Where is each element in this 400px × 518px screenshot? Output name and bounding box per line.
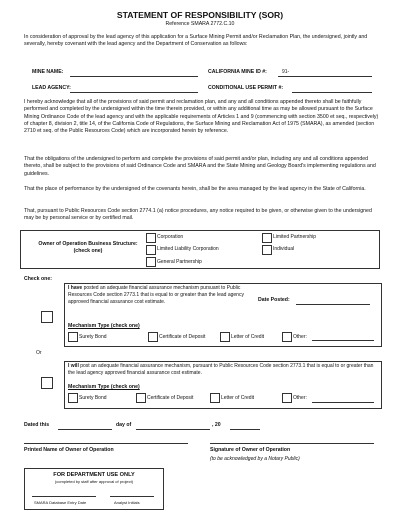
entry-date-field[interactable] [32, 496, 96, 497]
page-title: STATEMENT OF RESPONSIBILITY (SOR) [116, 10, 284, 20]
mine-name-field[interactable] [70, 76, 198, 77]
lead-agency-field[interactable] [70, 92, 198, 93]
intro-paragraph: In consideration of approval by the lead agency of this application for a Surface Mining Permit and/or Reclamation Plan, the undersigned, jointly and severally, hereby covenant with the lead agency and the Department of Conservation as follows: [24, 34, 368, 48]
or-label: Or [36, 350, 42, 356]
mine-id-field[interactable] [278, 76, 372, 77]
individual-label: Individual [273, 246, 295, 252]
option-have-posted-checkbox[interactable] [41, 311, 53, 323]
general-partnership-checkbox[interactable] [146, 257, 156, 267]
date-posted-field[interactable] [296, 304, 370, 305]
mine-id-prefix: 91- [282, 69, 290, 75]
acknowledgement-paragraph: I hereby acknowledge that all of the provisions of said permit and reclamation plan, and any and all conditions appended thereto shall be faithfully performed and completed by the undersigned within the time therein provided, or within any additional time as may be allowed pursuant to the Surface Mining Ordinance Code of the lead agency and with the applicable requirements of Articles 1 and 9 (commencing with section 3500 et seq., respectively) of chapter 8, division 2, title 14, of the California Code of Regulations, the Surface Mining and Reclamation Act of 1975 (SMARA), as amended (section 2710 et seq. of the Public Resources Code) which are incorporated herein by reference. [24, 99, 379, 135]
limited-partnership-checkbox[interactable] [262, 233, 272, 243]
other-field-2[interactable] [312, 402, 374, 403]
other-label-2: Other: [293, 395, 307, 401]
lead-agency-label: LEAD AGENCY: [32, 85, 71, 91]
dated-label: Dated this [24, 422, 50, 428]
mine-name-label: MINE NAME: [32, 69, 64, 75]
performance-paragraph: That the place of performance by the undersigned of the covenants herein, shall be the area managed by the lead agency in the State of California. [24, 186, 366, 192]
mechanism-type-label-2: Mechanism Type (check one) [68, 384, 140, 390]
year-prefix: , 20 [212, 422, 221, 428]
permit-field[interactable] [292, 92, 372, 93]
signature-label: Signature of Owner of Operation [210, 447, 291, 453]
check-one-label: Check one: [24, 276, 52, 282]
mine-id-label: CALIFORNIA MINE ID #: [208, 69, 267, 75]
letter-of-credit-checkbox-1[interactable] [220, 332, 230, 342]
year-field[interactable] [230, 429, 260, 430]
letter-of-credit-checkbox-2[interactable] [210, 393, 220, 403]
day-of-label: day of [116, 422, 132, 428]
mechanism-type-label-1: Mechanism Type (check one) [68, 323, 140, 329]
obligations-paragraph: That the obligations of the undersigned to perform and complete the provisions of said permit and/or plan, including any and all conditions appended thereto, shall be subject to the provisions of said Ordinance Code and SMARA and the State Mining and Geology Board's implementing regulations and guidelines. [24, 156, 376, 177]
month-field[interactable] [136, 429, 210, 430]
corporation-checkbox[interactable] [146, 233, 156, 243]
entry-date-label: SMARA Database Entry Date [34, 500, 87, 505]
other-label-1: Other: [293, 334, 307, 340]
printed-name-field[interactable] [24, 443, 188, 444]
department-use-title: FOR DEPARTMENT USE ONLY [53, 472, 135, 478]
letter-of-credit-label-1: Letter of Credit [231, 334, 265, 340]
other-checkbox-2[interactable] [282, 393, 292, 403]
llc-label: Limited Liability Corporation [157, 246, 219, 252]
reference-text: Reference SMARA 2772.C.10 [165, 21, 235, 27]
corporation-label: Corporation [157, 234, 184, 240]
individual-checkbox[interactable] [262, 245, 272, 255]
limited-partnership-label: Limited Partnership [273, 234, 317, 240]
letter-of-credit-label-2: Letter of Credit [221, 395, 255, 401]
surety-bond-checkbox-2[interactable] [68, 393, 78, 403]
analyst-initials-field[interactable] [110, 496, 154, 497]
option-will-post-checkbox[interactable] [41, 377, 53, 389]
notary-note: (to be acknowledged by a Notary Public) [210, 456, 300, 462]
option-will-post-text: I will post an adequate financial assurance mechanism, pursuant to Public Resources Code section 2773.1 that is equal to or greater than the lead agency approved financial assurance cost estimate. [68, 363, 374, 377]
llc-checkbox[interactable] [146, 245, 156, 255]
signature-field[interactable] [210, 443, 374, 444]
general-partnership-label: General Partnership [157, 259, 202, 265]
certificate-of-deposit-label-1: Certificate of Deposit [159, 334, 206, 340]
option-have-posted-text: I have posted an adequate financial assurance mechanism pursuant to Public Resources Code section 2773.1 that is equal to or greater than the lead agency approved financial assurance cost estimate. [68, 285, 244, 306]
surety-bond-label-1: Surety Bond [79, 334, 107, 340]
certificate-of-deposit-checkbox-2[interactable] [136, 393, 146, 403]
surety-bond-label-2: Surety Bond [79, 395, 107, 401]
notice-paragraph: That, pursuant to Public Resources Code section 2774.1 (a) notice procedures, any notice required to be given, or otherwise given to the undersigned may be by personal service or by certified mail. [24, 208, 372, 222]
certificate-of-deposit-label-2: Certificate of Deposit [147, 395, 194, 401]
analyst-initials-label: Analyst Initials [114, 500, 140, 505]
other-checkbox-1[interactable] [282, 332, 292, 342]
permit-label: CONDITIONAL USE PERMIT #: [208, 85, 284, 91]
business-structure-label: Owner of Operation Business Structure: (check one) [38, 241, 138, 254]
surety-bond-checkbox-1[interactable] [68, 332, 78, 342]
certificate-of-deposit-checkbox-1[interactable] [148, 332, 158, 342]
department-use-subtitle: (completed by staff after approval of project) [54, 479, 134, 484]
date-posted-label: Date Posted: [258, 297, 290, 303]
printed-name-label: Printed Name of Owner of Operation [24, 447, 114, 453]
dated-day-field[interactable] [58, 429, 112, 430]
other-field-1[interactable] [312, 340, 374, 341]
